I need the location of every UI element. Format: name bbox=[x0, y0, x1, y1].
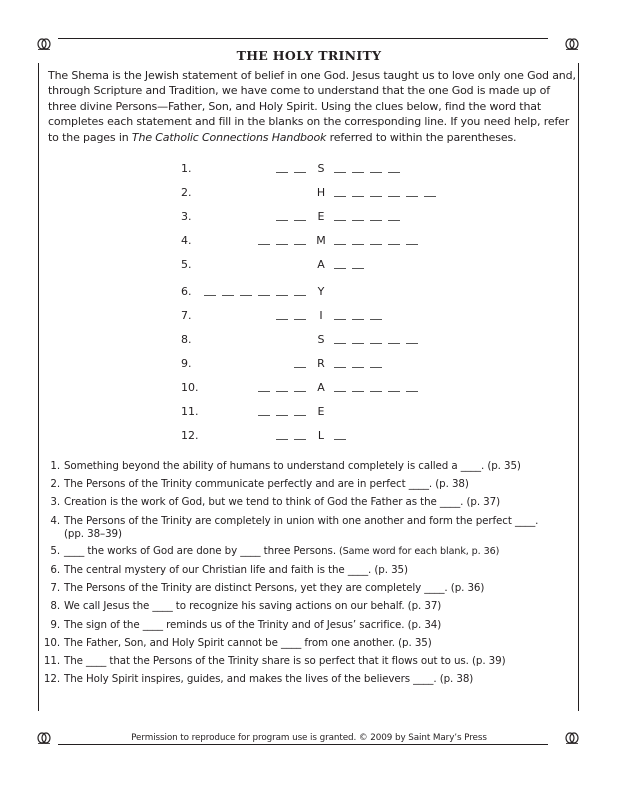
letter-blank[interactable] bbox=[370, 220, 382, 221]
clue-item bbox=[40, 457, 580, 475]
clue-text: We call Jesus the ____ to recognize his saving actions on our behalf. (p. 37) bbox=[64, 600, 442, 613]
letter-blank[interactable] bbox=[352, 244, 364, 245]
clue-item bbox=[40, 475, 580, 493]
key-letter: E bbox=[317, 405, 325, 418]
letter-blank[interactable] bbox=[388, 244, 400, 245]
letter-blank[interactable] bbox=[352, 220, 364, 221]
letter-blank[interactable] bbox=[258, 244, 270, 245]
puzzle-row-number: 1. bbox=[181, 162, 192, 175]
key-letter: Y bbox=[317, 285, 325, 298]
letter-blank[interactable] bbox=[240, 295, 252, 296]
clue-list bbox=[40, 457, 580, 688]
clue-number: 5. bbox=[50, 544, 60, 557]
puzzle-row bbox=[0, 405, 618, 421]
letter-blank[interactable] bbox=[334, 268, 346, 269]
letter-blank[interactable] bbox=[334, 244, 346, 245]
letter-blank[interactable] bbox=[424, 196, 436, 197]
letter-blank[interactable] bbox=[334, 439, 346, 440]
clue-item bbox=[40, 561, 580, 579]
clue-item bbox=[40, 670, 580, 688]
letter-blank[interactable] bbox=[352, 343, 364, 344]
intro-paragraph bbox=[48, 68, 578, 145]
key-letter: A bbox=[317, 258, 325, 271]
letter-blank[interactable] bbox=[406, 196, 418, 197]
letter-blank[interactable] bbox=[294, 415, 306, 416]
clue-number: 2. bbox=[50, 478, 60, 491]
puzzle-row-number: 8. bbox=[181, 333, 192, 346]
letter-blank[interactable] bbox=[294, 295, 306, 296]
copyright-footer: Permission to reproduce for program use is granted. © 2009 by Saint Mary’s Press bbox=[131, 733, 487, 743]
letter-blank[interactable] bbox=[276, 220, 288, 221]
clue-text: The Persons of the Trinity communicate perfectly and are in perfect ____. (p. 38) bbox=[64, 478, 469, 491]
letter-blank[interactable] bbox=[334, 367, 346, 368]
letter-blank[interactable] bbox=[352, 196, 364, 197]
clue-item bbox=[40, 616, 580, 634]
letter-blank[interactable] bbox=[352, 391, 364, 392]
clue-item bbox=[40, 634, 580, 652]
puzzle-row-number: 12. bbox=[181, 429, 199, 442]
clue-number: 4. bbox=[50, 514, 60, 527]
letter-blank[interactable] bbox=[294, 220, 306, 221]
clue-text-continuation: (pp. 38–39) bbox=[64, 527, 122, 540]
letter-blank[interactable] bbox=[352, 367, 364, 368]
handbook-title: The Catholic Connections Handbook bbox=[131, 130, 327, 144]
letter-blank[interactable] bbox=[370, 244, 382, 245]
letter-blank[interactable] bbox=[276, 244, 288, 245]
puzzle-row-number: 6. bbox=[181, 285, 192, 298]
clue-text: The ____ that the Persons of the Trinity share is so perfect that it flows out to us. (p. 39) bbox=[64, 655, 506, 668]
puzzle-row-number: 2. bbox=[181, 186, 192, 199]
letter-blank[interactable] bbox=[334, 220, 346, 221]
letter-blank[interactable] bbox=[334, 172, 346, 173]
clue-number: 8. bbox=[50, 600, 60, 613]
intro-text: The Shema is the Jewish statement of belief in one God. Jesus taught us to love only one God and, through Scripture and Tradition, we have come to understand that the one God is made up of three divine Persons—Father, Son, and Holy Spirit. Using the clues below, find the word that completes each statement and fill in the blanks on the corresponding line. If you need help, refer to the pages in bbox=[48, 69, 576, 144]
letter-blank[interactable] bbox=[334, 319, 346, 320]
letter-blank[interactable] bbox=[294, 244, 306, 245]
clue-text: ____ the works of God are done by ____ three Persons. bbox=[64, 544, 336, 557]
puzzle-row-number: 11. bbox=[181, 405, 199, 418]
puzzle-row-number: 4. bbox=[181, 234, 192, 247]
key-letter: H bbox=[316, 186, 326, 199]
clue-number: 1. bbox=[50, 460, 60, 472]
letter-blank[interactable] bbox=[406, 244, 418, 245]
clue-item bbox=[40, 579, 580, 597]
clue-text: The Persons of the Trinity are distinct Persons, yet they are completely ____. (p. 36) bbox=[64, 582, 485, 595]
letter-blank[interactable] bbox=[258, 391, 270, 392]
clue-number: 11. bbox=[43, 655, 60, 668]
letter-blank[interactable] bbox=[352, 172, 364, 173]
puzzle-row bbox=[0, 333, 618, 349]
letter-blank[interactable] bbox=[276, 415, 288, 416]
puzzle-row-number: 7. bbox=[181, 309, 192, 322]
clue-item bbox=[40, 512, 580, 542]
key-letter: L bbox=[317, 429, 325, 442]
letter-blank[interactable] bbox=[406, 391, 418, 392]
letter-blank[interactable] bbox=[388, 391, 400, 392]
letter-blank[interactable] bbox=[388, 196, 400, 197]
letter-blank[interactable] bbox=[294, 319, 306, 320]
page-title: THE HOLY TRINITY bbox=[236, 48, 382, 63]
puzzle-row-number: 5. bbox=[181, 258, 192, 271]
clue-number: 3. bbox=[50, 496, 60, 509]
letter-blank[interactable] bbox=[352, 268, 364, 269]
clue-item bbox=[40, 597, 580, 615]
letter-blank[interactable] bbox=[388, 343, 400, 344]
intro-text-end: referred to within the parentheses. bbox=[326, 130, 517, 144]
letter-blank[interactable] bbox=[370, 319, 382, 320]
bottom-rule bbox=[58, 744, 548, 745]
clue-note: (Same word for each blank, p. 36) bbox=[336, 545, 500, 557]
key-letter: M bbox=[316, 234, 326, 247]
puzzle-row bbox=[0, 234, 618, 250]
letter-blank[interactable] bbox=[294, 391, 306, 392]
letter-blank[interactable] bbox=[276, 295, 288, 296]
clue-text: Creation is the work of God, but we tend to think of God the Father as the ____. (p. 37) bbox=[64, 496, 500, 509]
puzzle-row-number: 3. bbox=[181, 210, 192, 223]
letter-blank[interactable] bbox=[204, 295, 216, 296]
key-letter: A bbox=[317, 381, 325, 394]
letter-blank[interactable] bbox=[370, 343, 382, 344]
clue-text: The sign of the ____ reminds us of the Trinity and of Jesus’ sacrifice. (p. 34) bbox=[64, 618, 442, 631]
letter-blank[interactable] bbox=[222, 295, 234, 296]
puzzle-row-number: 9. bbox=[181, 357, 192, 370]
letter-blank[interactable] bbox=[294, 172, 306, 173]
key-letter: R bbox=[317, 357, 325, 370]
letter-blank[interactable] bbox=[388, 172, 400, 173]
puzzle-row bbox=[0, 210, 618, 226]
key-letter: I bbox=[319, 309, 323, 322]
letter-blank[interactable] bbox=[294, 367, 306, 368]
letter-blank[interactable] bbox=[276, 439, 288, 440]
letter-blank[interactable] bbox=[352, 319, 364, 320]
puzzle-row bbox=[0, 285, 618, 301]
clue-text: The Persons of the Trinity are completely in union with one another and form the perfect ____. bbox=[64, 514, 539, 527]
letter-blank[interactable] bbox=[276, 319, 288, 320]
top-rule bbox=[58, 38, 548, 39]
puzzle-row bbox=[0, 186, 618, 202]
puzzle-row bbox=[0, 357, 618, 373]
clue-number: 9. bbox=[50, 618, 60, 631]
puzzle-row bbox=[0, 309, 618, 325]
clue-item bbox=[40, 493, 580, 511]
clue-text: The central mystery of our Christian life and faith is the ____. (p. 35) bbox=[64, 564, 408, 577]
key-letter: S bbox=[317, 333, 325, 346]
puzzle-row bbox=[0, 162, 618, 178]
letter-blank[interactable] bbox=[276, 391, 288, 392]
letter-blank[interactable] bbox=[370, 391, 382, 392]
puzzle-row-number: 10. bbox=[181, 381, 199, 394]
clue-text: The Father, Son, and Holy Spirit cannot be ____ from one another. (p. 35) bbox=[64, 636, 432, 649]
letter-blank[interactable] bbox=[258, 415, 270, 416]
letter-blank[interactable] bbox=[370, 196, 382, 197]
clue-number: 6. bbox=[50, 564, 60, 577]
puzzle-row bbox=[0, 381, 618, 397]
clue-item bbox=[40, 652, 580, 670]
key-letter: S bbox=[317, 162, 325, 175]
letter-blank[interactable] bbox=[406, 343, 418, 344]
clue-number: 12. bbox=[43, 673, 60, 686]
puzzle-row bbox=[0, 429, 618, 445]
clue-number: 7. bbox=[50, 582, 60, 595]
letter-blank[interactable] bbox=[370, 172, 382, 173]
letter-blank[interactable] bbox=[258, 295, 270, 296]
letter-blank[interactable] bbox=[294, 439, 306, 440]
clue-item bbox=[40, 542, 580, 561]
letter-blank[interactable] bbox=[334, 196, 346, 197]
letter-blank[interactable] bbox=[334, 343, 346, 344]
clue-text: Something beyond the ability of humans to understand completely is called a ____. (p. 35) bbox=[64, 460, 521, 472]
letter-blank[interactable] bbox=[334, 391, 346, 392]
letter-blank[interactable] bbox=[388, 220, 400, 221]
clue-text: The Holy Spirit inspires, guides, and makes the lives of the believers ____. (p. 38) bbox=[64, 673, 474, 686]
puzzle-row bbox=[0, 258, 618, 274]
letter-blank[interactable] bbox=[370, 367, 382, 368]
key-letter: E bbox=[317, 210, 325, 223]
clue-number: 10. bbox=[43, 636, 60, 649]
letter-blank[interactable] bbox=[276, 172, 288, 173]
